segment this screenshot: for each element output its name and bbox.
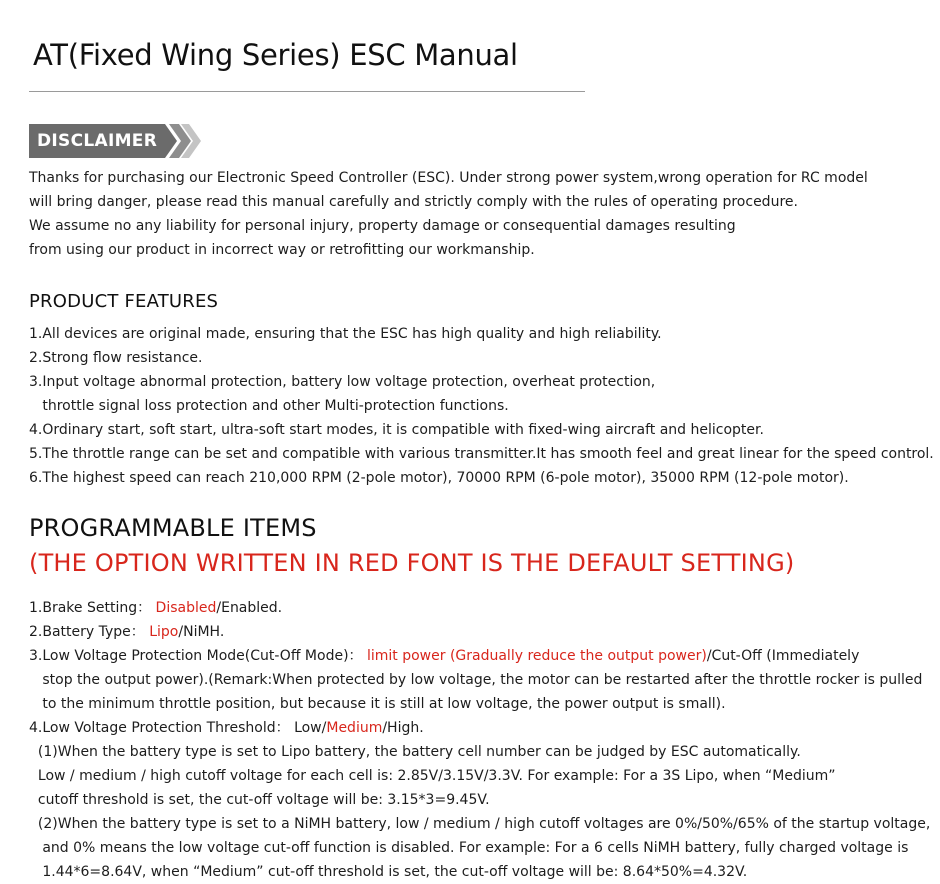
features-heading: PRODUCT FEATURES	[29, 291, 219, 312]
programmable-heading: PROGRAMMABLE ITEMS	[29, 514, 317, 542]
feature-line: 5.The throttle range can be set and compatible with various transmitter.It has smooth feel and great linear for the speed control.	[29, 446, 934, 462]
disclaimer-line: will bring danger, please read this manual carefully and strictly comply with the rules of operating procedure.	[29, 194, 798, 210]
feature-line: throttle signal loss protection and other Multi-protection functions.	[29, 398, 509, 414]
threshold-detail-line: Low / medium / high cutoff voltage for each cell is: 2.85V/3.15V/3.3V. For example: For a 3S Lipo, when “Medium”	[29, 768, 836, 784]
item-brake-setting: 1.Brake Setting： Disabled/Enabled.	[29, 600, 283, 616]
feature-line: 2.Strong flow resistance.	[29, 350, 203, 366]
item-cutoff-threshold: 4.Low Voltage Protection Threshold： Low/Medium/High.	[29, 720, 424, 736]
threshold-detail-line: (2)When the battery type is set to a NiMH battery, low / medium / high cutoff voltages are 0%/50%/65% of the startup voltage,	[29, 816, 931, 832]
threshold-detail-line: (1)When the battery type is set to Lipo battery, the battery cell number can be judged by ESC automatically.	[29, 744, 801, 760]
default-option: Disabled	[155, 600, 217, 616]
feature-line: 4.Ordinary start, soft start, ultra-soft start modes, it is compatible with fixed-wing aircraft and helicopter.	[29, 422, 764, 438]
feature-line: 1.All devices are original made, ensuring that the ESC has high quality and high reliability.	[29, 326, 662, 342]
item-cutoff-mode-line: to the minimum throttle position, but because it is still at low voltage, the power output is small).	[29, 696, 726, 712]
item-cutoff-mode: 3.Low Voltage Protection Mode(Cut-Off Mode)： limit power (Gradually reduce the output power)/Cut-Off (Immediately	[29, 648, 860, 664]
page-title: AT(Fixed Wing Series) ESC Manual	[33, 38, 518, 72]
title-divider	[29, 91, 585, 92]
feature-line: 6.The highest speed can reach 210,000 RPM (2-pole motor), 70000 RPM (6-pole motor), 35000 RPM (12-pole motor).	[29, 470, 849, 486]
default-option: limit power (Gradually reduce the output power)	[366, 648, 707, 664]
default-option: Lipo	[149, 624, 179, 640]
item-cutoff-mode-line: stop the output power).(Remark:When protected by low voltage, the motor can be restarted after the throttle rocker is pulled	[29, 672, 923, 688]
default-option: Medium	[326, 720, 383, 736]
threshold-detail-line: and 0% means the low voltage cut-off function is disabled. For example: For a 6 cells NiMH battery, fully charged voltage is	[29, 840, 909, 856]
threshold-detail-line: 1.44*6=8.64V, when “Medium” cut-off threshold is set, the cut-off voltage will be: 8.64*50%=4.32V.	[29, 864, 748, 880]
disclaimer-banner	[29, 124, 205, 158]
disclaimer-line: Thanks for purchasing our Electronic Speed Controller (ESC). Under strong power system,wrong operation for RC model	[29, 170, 868, 186]
disclaimer-line: from using our product in incorrect way or retrofitting our workmanship.	[29, 242, 535, 258]
feature-line: 3.Input voltage abnormal protection, battery low voltage protection, overheat protection,	[29, 374, 656, 390]
disclaimer-label: DISCLAIMER	[37, 131, 158, 151]
threshold-detail-line: cutoff threshold is set, the cut-off voltage will be: 3.15*3=9.45V.	[29, 792, 490, 808]
default-setting-note: (THE OPTION WRITTEN IN RED FONT IS THE DEFAULT SETTING)	[29, 549, 795, 577]
disclaimer-line: We assume no any liability for personal injury, property damage or consequential damages resulting	[29, 218, 736, 234]
item-battery-type: 2.Battery Type： Lipo/NiMH.	[29, 624, 225, 640]
chevron-arrows-icon	[29, 124, 205, 158]
